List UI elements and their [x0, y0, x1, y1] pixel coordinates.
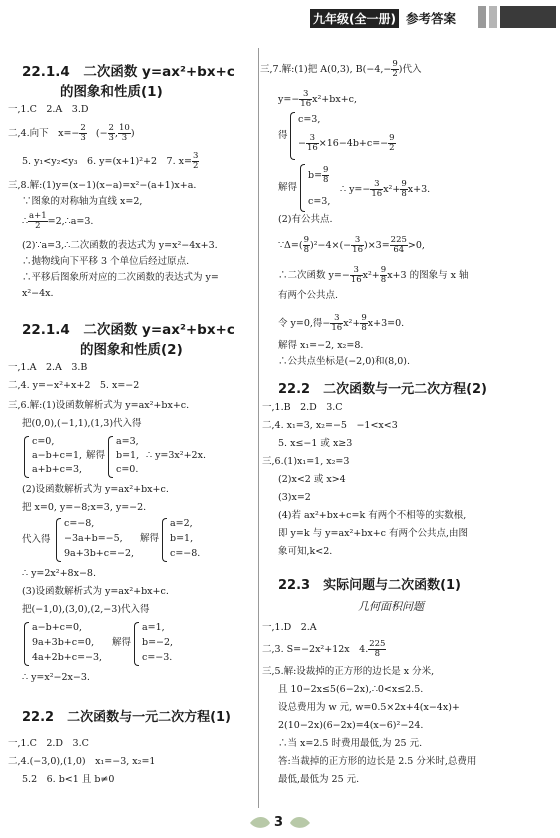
answer-line: (2)设函数解析式为 y=ax²+bx+c. [22, 484, 169, 495]
header-title: 参考答案 [406, 11, 457, 26]
brace [24, 622, 29, 666]
answer-line: 令 y=0,得− $\frac{3}{16}$ x²+ $\frac{9}{8}$ x+3=0. [278, 313, 405, 333]
answer-line: y=− $\frac{3}{16}$ x²+bx+c, [278, 89, 357, 109]
equation: a=1, [142, 622, 165, 633]
answer-line: 一,1.A 2.A 3.B [8, 362, 88, 373]
answer-line: (2)∵a=3,∴二次函数的表达式为 y=x²−4x+3. [22, 240, 218, 251]
header-stripe [478, 6, 486, 28]
equation: 9a+3b+c=0, [32, 637, 95, 648]
equation: 解得 [278, 182, 298, 193]
equation: 解得 [140, 533, 160, 544]
equation: c=3, [308, 196, 331, 207]
answer-line: ∵图象的对称轴为直线 x=2, [22, 196, 143, 207]
answer-line: 设总费用为 w 元, w=0.5×2x+4(x−4x)+ [278, 702, 460, 713]
answer-line: 5. y₁<y₂<y₃ 6. y=(x+1)²+2 7. x= $\frac{3}{2}$ [22, 151, 199, 171]
section-title: 22.2 二次函数与一元二次方程(2) [278, 382, 488, 397]
answer-line: 5. x≤−1 或 x≥3 [278, 438, 353, 449]
brace [56, 518, 61, 562]
page-footer [244, 814, 316, 832]
answer-line: x²−4x. [22, 288, 54, 299]
answer-line: 答:当裁掉的正方形的边长是 2.5 分米时,总费用 [278, 756, 477, 767]
answer-line: 三,5.解:设裁掉的正方形的边长是 x 分米, [262, 666, 435, 677]
answer-line: 最低,最低为 25 元. [278, 774, 360, 785]
answer-line: (4)若 ax²+bx+c=k 有两个不相等的实数根, [278, 510, 467, 521]
answer-line: 2(10−2x)(6−2x)=4(x−6)²−24. [278, 720, 424, 731]
brace [108, 436, 113, 478]
section-title: 22.3 实际问题与二次函数(1) [278, 578, 462, 593]
equation: 解得 [112, 637, 132, 648]
equation: 代入得 [22, 534, 51, 545]
section-title: 22.2 二次函数与一元二次方程(1) [22, 710, 232, 725]
answer-line: (2)有公共点. [278, 214, 333, 225]
answer-line: 把(−1,0),(3,0),(2,−3)代入得 [22, 604, 150, 615]
answer-line: ∴ y=x²−2x−3. [22, 672, 90, 683]
equation: a−b+c=1, [32, 450, 83, 461]
page-header [308, 6, 556, 28]
answer-line: 二,4.(−3,0),(1,0) x₁=−3, x₂=1 [8, 756, 156, 767]
answer-line: 二,4. y=−x²+x+2 5. x=−2 [8, 380, 140, 391]
answer-line: 把 x=0, y=−8;x=3, y=−2. [22, 502, 147, 513]
answer-line: ∴ $\frac{a+1}{2}$ =2,∴a=3. [22, 211, 94, 231]
answer-line: ∴二次函数 y=− $\frac{3}{16}$ x²+ $\frac{9}{8}$ x+3 的图象与 x 轴 [278, 265, 469, 285]
header-grade: 九年级(全一册) [310, 9, 399, 28]
answer-line: ∴ y=2x²+8x−8. [22, 568, 96, 579]
brace [300, 164, 305, 212]
answer-line: 三,6.(1)x₁=1, x₂=3 [262, 456, 350, 467]
equation: c=−8, [64, 518, 95, 529]
equation: 得 [278, 130, 288, 141]
equation: b= $\frac{9}{8}$ [308, 165, 329, 185]
answer-line: 解得 x₁=−2, x₂=8. [278, 340, 364, 351]
equation: a−b+c=0, [32, 622, 83, 633]
answer-line: 一,1.B 2.D 3.C [262, 402, 343, 413]
equation: ∴ y=− $\frac{3}{16}$ x²+ $\frac{9}{8}$ x+3. [340, 179, 431, 199]
answer-line: ∴当 x=2.5 时费用最低,为 25 元. [278, 738, 423, 749]
equation: c=3, [298, 114, 321, 125]
answer-line: 一,1.C 2.A 3.D [8, 104, 89, 115]
equation: a+b+c=3, [32, 464, 83, 475]
equation: a=2, [170, 518, 193, 529]
equation: 解得 [86, 450, 106, 461]
answer-line: ∴抛物线向下平移 3 个单位后经过原点. [22, 256, 190, 267]
brace [290, 112, 295, 160]
brace [24, 436, 29, 478]
answer-line: 即 y=k 与 y=ax²+bx+c 有两个公共点,由图 [278, 528, 469, 539]
equation: b=1, [170, 533, 194, 544]
answer-line: 二,4. x₁=3, x₂=−5 −1<x<3 [262, 420, 398, 431]
equation: − $\frac{3}{16}$ ×16−4b+c=− $\frac{9}{2}$ [298, 133, 395, 153]
answer-line: 三,8.解:(1)y=(x−1)(x−a)=x²−(a+1)x+a. [8, 180, 197, 191]
equation: c=0, [32, 436, 55, 447]
equation: 9a+3b+c=−2, [64, 548, 135, 559]
header-title-area [308, 6, 476, 28]
section-title: 的图象和性质(2) [80, 342, 183, 358]
answer-line: 且 10−2x≤5(6−2x),∴0<x≤2.5. [278, 684, 424, 695]
answer-line: 一,1.D 2.A [262, 622, 317, 633]
column-divider [258, 48, 259, 808]
answer-line: (3)x=2 [278, 492, 311, 503]
header-stripe [489, 6, 497, 28]
answer-line: ∵Δ=( $\frac{9}{8}$ )²−4×(− $\frac{3}{16}$ )×3= $\frac{225}{64}$ >0, [278, 235, 425, 255]
equation: c=−3. [142, 652, 173, 663]
answer-line: 一,1.C 2.D 3.C [8, 738, 89, 749]
answer-line: 有两个公共点. [278, 290, 339, 301]
equation: b=1, [116, 450, 140, 461]
equation: a=3, [116, 436, 139, 447]
answer-line: 5.2 6. b<1 且 b≠0 [22, 774, 115, 785]
brace [162, 518, 167, 562]
section-subtitle: 几何面积问题 [358, 600, 424, 613]
equation: 4a+2b+c=−3, [32, 652, 103, 663]
answer-line: 二,4.向下 x=− $\frac{2}{3}$ (− $\frac{2}{3}$ , $\frac{10}{3}$ ) [8, 123, 135, 143]
header-dark-block [500, 6, 556, 28]
equation: ∴ y=3x²+2x. [146, 450, 206, 461]
equation: b=−2, [142, 637, 174, 648]
section-title: 22.1.4 二次函数 y=ax²+bx+c [22, 322, 235, 338]
equation: −3a+b=−5, [64, 533, 123, 544]
answer-line: 二,3. S=−2x²+12x 4. $\frac{225}{8}$ [262, 639, 386, 659]
page-number: 3 [274, 815, 284, 830]
answer-line: 象可知,k<2. [278, 546, 333, 557]
answer-line: (3)设函数解析式为 y=ax²+bx+c. [22, 586, 169, 597]
equation: c=−8. [170, 548, 201, 559]
answer-line: 三,6.解:(1)设函数解析式为 y=ax²+bx+c. [8, 400, 190, 411]
answer-line: 把(0,0),(−1,1),(1,3)代入得 [22, 418, 142, 429]
section-title: 22.1.4 二次函数 y=ax²+bx+c [22, 64, 235, 80]
equation: c=0. [116, 464, 139, 475]
answer-line: 三,7.解:(1)把 A(0,3), B(−4,− $\frac{9}{2}$ )代入 [260, 59, 422, 79]
answer-line: (2)x<2 或 x>4 [278, 474, 346, 485]
brace [134, 622, 139, 666]
answer-line: ∴公共点坐标是(−2,0)和(8,0). [278, 356, 411, 367]
answer-line: ∴平移后图象所对应的二次函数的表达式为 y= [22, 272, 219, 283]
section-title: 的图象和性质(1) [60, 84, 163, 100]
